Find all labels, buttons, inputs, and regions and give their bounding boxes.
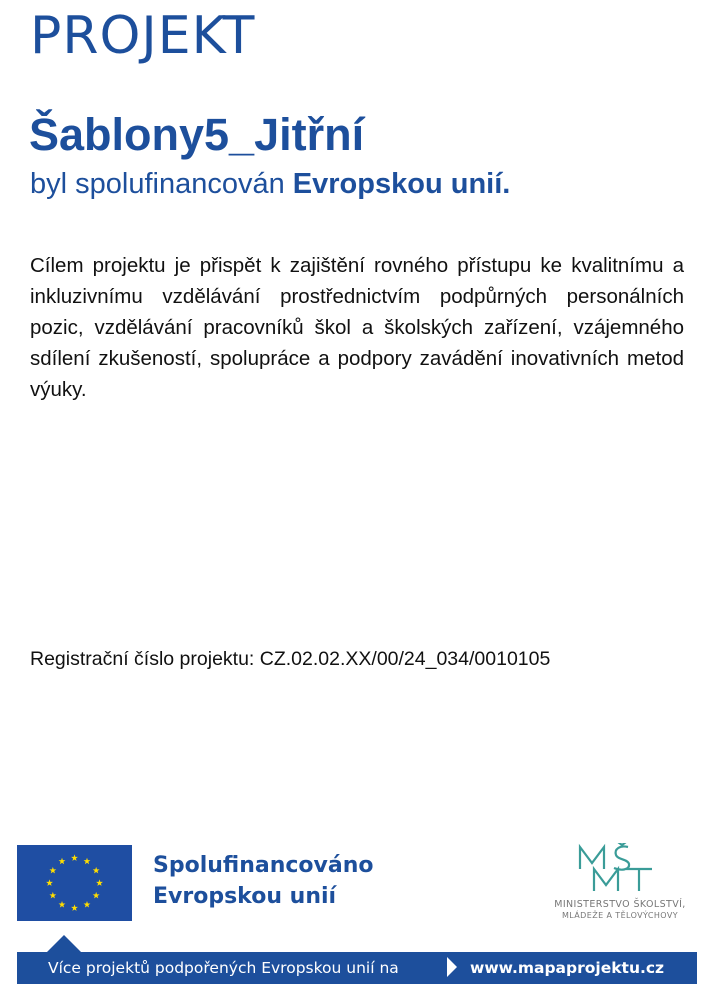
- page-heading: PROJEKT: [30, 6, 256, 66]
- registration-number: Registrační číslo projektu: CZ.02.02.XX/00/24_034/0010105: [30, 648, 551, 670]
- footer-text: Více projektů podpořených Evropskou unií na: [48, 959, 399, 977]
- eu-flag-icon: [17, 845, 132, 921]
- ministry-line2: MLÁDEŽE A TĚLOVÝCHOVY: [561, 911, 679, 920]
- footer-notch-icon: [46, 934, 82, 953]
- project-title: Šablony5_Jitřní: [29, 109, 365, 160]
- eu-cofinanced-label: [153, 850, 374, 912]
- ministry-line1: MINISTERSTVO ŠKOLSTVÍ,: [554, 899, 686, 910]
- ministry-label: [540, 899, 700, 921]
- cofinanced-prefix: byl spolufinancován: [30, 168, 285, 200]
- eu-label-line1: Spolufinancováno: [153, 853, 374, 878]
- arrow-right-icon: [446, 956, 458, 978]
- project-description: Cílem projektu je přispět k zajištění rovného přístupu ke kvalitnímu a inkluzivnímu vzdělávání prostřednictvím podpůrných personálních pozic, vzdělávání pracovníků škol a školských zařízení, vzájemného sdílení zkušeností, spolupráce a podpory zavádění inovativních metod výuky.: [30, 254, 684, 401]
- eu-label-line2: Evropskou unií: [153, 884, 337, 909]
- cofinanced-line: [30, 170, 510, 199]
- footer-link[interactable]: www.mapaprojektu.cz: [470, 959, 665, 977]
- cofinanced-bold: Evropskou unií.: [292, 168, 511, 200]
- msmt-logo-icon: [576, 843, 656, 895]
